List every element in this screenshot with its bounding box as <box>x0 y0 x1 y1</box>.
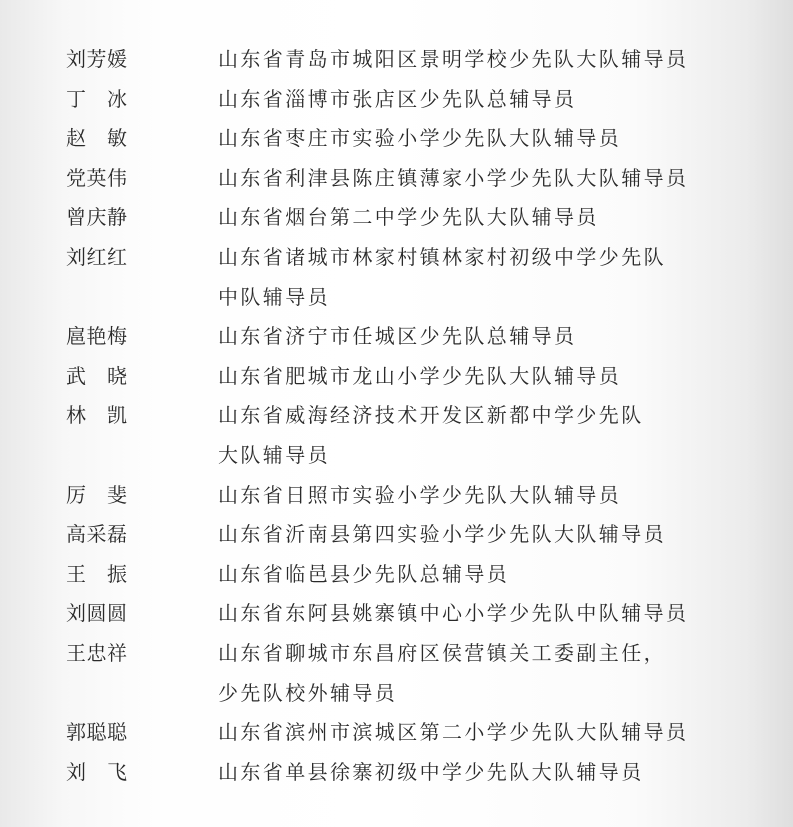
honoree-name: 王忠祥 <box>66 640 128 665</box>
honoree-name: 曾庆静 <box>66 205 128 230</box>
honoree-name: 林 凯 <box>66 403 128 428</box>
list-item <box>66 396 766 475</box>
honoree-description <box>218 40 688 80</box>
honoree-description <box>218 119 621 159</box>
honoree-name: 刘红红 <box>66 244 128 269</box>
honoree-name: 厉 斐 <box>66 482 128 507</box>
list-item <box>66 238 766 317</box>
list-item <box>66 40 766 80</box>
honoree-name: 王 振 <box>66 561 128 586</box>
description-line: 山东省滨州市滨城区第二小学少先队大队辅导员 <box>218 720 689 745</box>
honoree-description <box>218 476 621 516</box>
list-item <box>66 476 766 516</box>
honoree-name: 刘 飞 <box>66 759 128 784</box>
honoree-name: 赵 敏 <box>66 126 128 151</box>
list-item <box>66 198 766 238</box>
list-item <box>66 713 766 753</box>
honoree-name: 武 晓 <box>66 363 128 388</box>
description-line: 山东省日照市实验小学少先队大队辅导员 <box>218 482 622 507</box>
honoree-description <box>218 396 644 475</box>
honoree-description <box>218 317 576 357</box>
list-item <box>66 753 766 793</box>
honoree-description <box>218 594 688 634</box>
list-item <box>66 515 766 555</box>
honoree-name: 高采磊 <box>66 522 128 547</box>
honoree-description <box>218 159 688 199</box>
description-line: 山东省烟台第二中学少先队大队辅导员 <box>218 205 599 230</box>
description-line: 山东省青岛市城阳区景明学校少先队大队辅导员 <box>218 47 689 71</box>
honoree-name: 党英伟 <box>66 165 128 190</box>
honoree-description <box>218 238 666 317</box>
list-item <box>66 80 766 120</box>
honoree-name: 扈艳梅 <box>66 324 128 349</box>
list-item <box>66 119 766 159</box>
honoree-description <box>218 555 509 595</box>
description-line: 山东省东阿县姚寨镇中心小学少先队中队辅导员 <box>218 601 689 626</box>
description-line: 中队辅导员 <box>218 284 330 309</box>
honoree-description <box>218 753 644 793</box>
description-line: 山东省单县徐寨初级中学少先队大队辅导员 <box>218 759 644 784</box>
honoree-name: 郭聪聪 <box>66 720 128 745</box>
description-line: 山东省淄博市张店区少先队总辅导员 <box>218 86 577 111</box>
description-line: 山东省肥城市龙山小学少先队大队辅导员 <box>218 363 622 388</box>
list-item <box>66 317 766 357</box>
list-item <box>66 634 766 713</box>
honoree-name: 刘圆圆 <box>66 601 128 626</box>
description-line: 山东省威海经济技术开发区新都中学少先队 <box>218 403 644 428</box>
honoree-description <box>218 634 666 713</box>
list-item <box>66 357 766 397</box>
honoree-name: 丁 冰 <box>66 86 128 111</box>
description-line: 山东省济宁市任城区少先队总辅导员 <box>218 324 577 349</box>
description-line: 山东省聊城市东昌府区侯营镇关工委副主任， <box>218 640 666 665</box>
description-line: 山东省枣庄市实验小学少先队大队辅导员 <box>218 126 622 151</box>
description-line: 山东省诸城市林家村镇林家村初级中学少先队 <box>218 244 666 269</box>
list-item <box>66 555 766 595</box>
description-line: 大队辅导员 <box>218 442 330 467</box>
description-line: 山东省利津县陈庄镇薄家小学少先队大队辅导员 <box>218 165 689 190</box>
honoree-name: 刘芳媛 <box>66 47 128 71</box>
honoree-list <box>66 40 766 792</box>
description-line: 山东省临邑县少先队总辅导员 <box>218 561 510 586</box>
list-item <box>66 159 766 199</box>
honoree-description <box>218 198 599 238</box>
honoree-description <box>218 515 666 555</box>
description-line: 山东省沂南县第四实验小学少先队大队辅导员 <box>218 522 666 547</box>
list-item <box>66 594 766 634</box>
honoree-description <box>218 713 688 753</box>
description-line: 少先队校外辅导员 <box>218 680 398 705</box>
honoree-description <box>218 80 576 120</box>
honoree-description <box>218 357 621 397</box>
